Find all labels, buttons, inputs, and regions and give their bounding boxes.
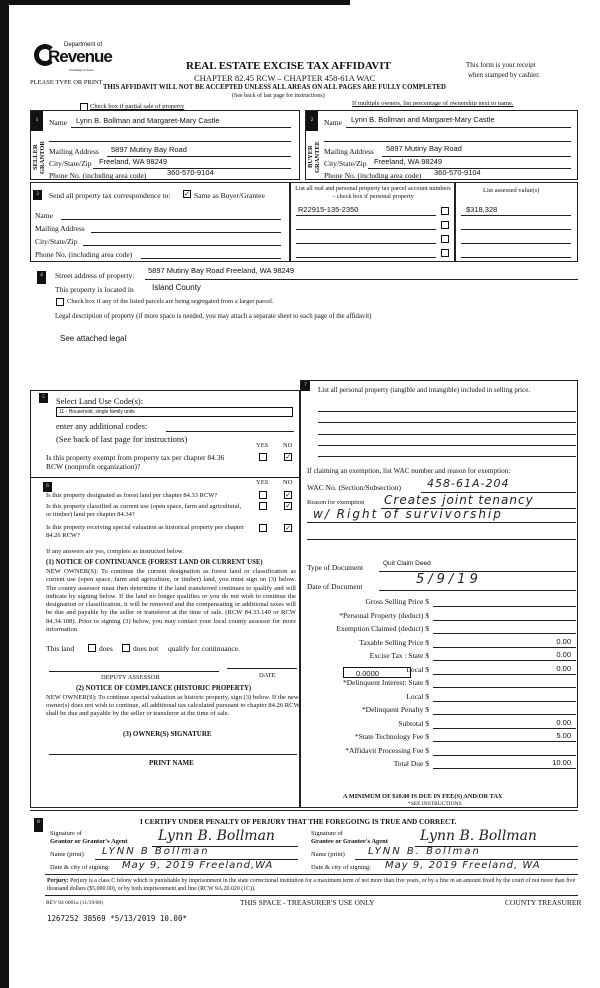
parcel-number-field[interactable]: R22915-135-2350 bbox=[298, 205, 359, 214]
buyer-side-label: BUYER GRANTEE bbox=[307, 140, 321, 174]
doc-date-field[interactable]: 5/9/19 bbox=[416, 572, 482, 587]
grantee-date-label: Date & city of signing: bbox=[311, 864, 371, 871]
segregated-label: Check box if any of the listed parcels are being segregated from a larger parcel. bbox=[67, 298, 274, 305]
parcels-section bbox=[290, 182, 455, 262]
mail-label: Mailing Address bbox=[324, 147, 374, 156]
fee-label: Local $ bbox=[406, 664, 429, 674]
print-name-label: PRINT NAME bbox=[149, 759, 194, 767]
corr-phone-label: Phone No. (including area code) bbox=[35, 250, 133, 259]
assessed-values-section bbox=[455, 182, 578, 262]
reason-field-line2[interactable]: w/ Right of survivorship bbox=[313, 507, 503, 521]
fee-label: Taxable Selling Price $ bbox=[359, 637, 429, 647]
historic-question: Is this property receiving special valuation as historical property per chapter 84.26 RCW? bbox=[46, 524, 244, 539]
notice-continuance-text: NEW OWNER(S): To continue the current designation as forest land or classification as current use (open space, farm and agriculture, or timber) land, you must sign on (3) below. The county assessor must then determine if the land transferred continues to qualify and will indicate by signing below. If the land no longer qualifies or you do not wish to continue the designation or classification, it will be removed and the compensating or additional taxes will be due and payable by the seller or transferor at the time of sale. (RCW 84.33.140 or RCW 84.34.108). Prior to signing (3) below, you may contact your local county assessor for more information. bbox=[46, 568, 296, 634]
buyer-name-field[interactable]: Lynn B. Bollman and Margaret-Mary Castle bbox=[351, 115, 495, 124]
phone-label: Phone No. (including area code) bbox=[324, 171, 422, 180]
doc-date-label: Date of Document bbox=[307, 582, 363, 591]
land-use-label: Select Land Use Code(s): bbox=[56, 396, 144, 406]
county-field[interactable]: Island County bbox=[152, 283, 201, 292]
does-label: does bbox=[99, 644, 113, 653]
phone-label: Phone No. (including area code) bbox=[49, 171, 147, 180]
land-use-code: 11 - Household, single family units bbox=[59, 409, 135, 415]
receipt-note-2: when stamped by cashier. bbox=[468, 71, 540, 79]
grantor-date-field[interactable]: May 9, 2019 Freeland,WA bbox=[122, 860, 274, 871]
form-title: REAL ESTATE EXCISE TAX AFFIDAVIT bbox=[186, 60, 391, 72]
partial-sale-label: Check box if partial sale of property bbox=[90, 103, 185, 110]
land-use-select[interactable] bbox=[56, 407, 293, 417]
grantor-agent-label: Grantor or Grantor's Agent bbox=[50, 838, 128, 845]
chapter-line: CHAPTER 82.45 RCW – CHAPTER 458-61A WAC bbox=[194, 73, 376, 83]
grantor-sig-label: Signature of bbox=[50, 830, 82, 837]
current-use-yes-checkbox[interactable] bbox=[259, 502, 267, 510]
mail-label: Mailing Address bbox=[49, 147, 99, 156]
yes-header: YES bbox=[256, 479, 269, 486]
buyer-phone-field[interactable]: 360-570-9104 bbox=[434, 168, 481, 177]
seller-section bbox=[30, 110, 300, 180]
exempt-question: Is this property exempt from property tax per chapter 84.36 RCW (nonprofit organization)? bbox=[46, 453, 225, 471]
fee-label: Exemption Claimed (deduct) $ bbox=[336, 624, 429, 633]
grantor-name-field[interactable]: LYNN B Bollman bbox=[102, 846, 210, 857]
personal-property-checkbox[interactable] bbox=[441, 249, 449, 257]
fee-label: Total Due $ bbox=[393, 759, 429, 768]
notice-compliance-text: NEW OWNER(S): To continue special valuation as historic property, sign (3) below. If the new owner(s) does not wish to continue, all additional tax calculated pursuant to chapter 84.26 RCW, shall be due and payable by the seller or transferor at the time of sale. bbox=[46, 694, 301, 717]
corr-name-label: Name bbox=[35, 211, 53, 220]
reason-field-line1[interactable]: Creates joint tenancy bbox=[384, 493, 534, 507]
fee-value-field[interactable]: 0.00 bbox=[556, 663, 571, 673]
grantor-name-label: Name (print) bbox=[50, 851, 84, 858]
if-yes-note: If any answers are yes, complete as instructed below. bbox=[46, 548, 184, 555]
current-use-no-checkbox[interactable]: ✓ bbox=[285, 502, 291, 510]
wac-number-field[interactable]: 458-61A-204 bbox=[427, 477, 510, 490]
section-number: 4 bbox=[37, 271, 46, 284]
this-land-label: This land bbox=[46, 644, 75, 653]
fee-label: Excise Tax : State $ bbox=[369, 651, 429, 660]
see-back-note: (See back of last page for instructions) bbox=[56, 434, 188, 444]
parcels-header: List all real and personal property tax parcel account numbers – check box if personal property bbox=[295, 185, 451, 200]
fee-label: *Delinquent Penalty $ bbox=[361, 705, 429, 714]
seller-city-field[interactable]: Freeland, WA 98249 bbox=[99, 157, 168, 166]
buyer-city-field[interactable]: Freeland, WA 98249 bbox=[374, 157, 443, 166]
fee-label: Gross Selling Price $ bbox=[365, 597, 429, 606]
section-number: 6 bbox=[43, 482, 52, 492]
form-revision: REV 84 0001a (11/19/08) bbox=[46, 900, 103, 906]
personal-property-checkbox[interactable] bbox=[441, 221, 449, 229]
see-instructions-note: *SEE INSTRUCTIONS bbox=[408, 801, 462, 807]
fee-value-field[interactable]: 10.00 bbox=[552, 758, 571, 767]
fee-label: *Affidavit Processing Fee $ bbox=[345, 745, 429, 755]
section-number: 2 bbox=[306, 111, 318, 131]
local-rate-box[interactable] bbox=[343, 667, 411, 678]
owner-signature-title: (3) OWNER(S) SIGNATURE bbox=[123, 730, 212, 738]
wac-label: WAC No. (Section/Subsection) bbox=[307, 483, 401, 492]
reason-label: Reason for exemption bbox=[307, 499, 365, 506]
assessed-value-field[interactable]: $318,328 bbox=[466, 205, 498, 214]
section-number: 1 bbox=[31, 111, 43, 131]
same-as-buyer-checkbox[interactable]: ✓ bbox=[184, 190, 190, 198]
warning-line: THIS AFFIDAVIT WILL NOT BE ACCEPTED UNLESS ALL AREAS ON ALL PAGES ARE FULLY COMPLETED bbox=[103, 84, 446, 91]
certify-title: I CERTIFY UNDER PENALTY OF PERJURY THAT THE FOREGOING IS TRUE AND CORRECT. bbox=[140, 818, 457, 826]
treasurer-stamp: 1267252 38569 *5/13/2019 10.00* bbox=[47, 914, 187, 923]
perjury-notice bbox=[47, 877, 577, 893]
qualify-label: qualify for continuance. bbox=[168, 644, 240, 653]
assessed-header: List assessed value(s) bbox=[483, 187, 540, 194]
does-not-label: does not bbox=[133, 644, 159, 653]
historic-no-checkbox[interactable]: ✓ bbox=[285, 524, 291, 532]
buyer-mail-field[interactable]: 5897 Mutiny Bay Road bbox=[386, 144, 462, 153]
exempt-yes-checkbox[interactable] bbox=[259, 453, 267, 461]
grantor-signature[interactable]: Lynn B. Bollman bbox=[158, 828, 275, 844]
forest-yes-checkbox[interactable] bbox=[259, 491, 267, 499]
seller-phone-field[interactable]: 360-570-9104 bbox=[167, 168, 214, 177]
fee-label: *Personal Property (deduct) $ bbox=[339, 610, 429, 620]
personal-property-label: List all personal property (tangible and intangible) included in selling price. bbox=[318, 386, 531, 394]
legal-description-field[interactable]: See attached legal bbox=[60, 334, 127, 343]
located-label: This property is located in bbox=[55, 285, 134, 294]
segregated-checkbox[interactable] bbox=[56, 298, 64, 306]
multiple-owners-note: If multiple owners, list percentage of ownership next to name. bbox=[352, 100, 514, 107]
doc-type-field[interactable]: Quit Claim Deed bbox=[383, 560, 431, 567]
agency-sub: Washington State bbox=[69, 68, 94, 72]
scan-edge-top bbox=[0, 0, 350, 5]
local-rate-value: 0.0000 bbox=[356, 669, 379, 678]
treasurer-use-label: THIS SPACE - TREASURER'S USE ONLY bbox=[240, 898, 375, 907]
corr-city-label: City/State/Zip bbox=[35, 237, 78, 246]
correspondence-label: Send all property tax correspondence to: bbox=[49, 191, 171, 200]
corr-mail-label: Mailing Address bbox=[35, 224, 85, 233]
fee-value-field[interactable]: 0.00 bbox=[556, 650, 571, 659]
grantee-sig-label: Signature of bbox=[311, 830, 343, 837]
fee-label: *State Technology Fee $ bbox=[354, 732, 429, 741]
exemption-label: If claiming an exemption, list WAC number and reason for exemption: bbox=[307, 467, 511, 475]
fee-label: Local $ bbox=[406, 691, 429, 701]
does-checkbox[interactable] bbox=[88, 644, 96, 652]
name-label: Name bbox=[49, 118, 67, 127]
fee-label: Subtotal $ bbox=[398, 718, 429, 728]
agency-line: Department of bbox=[64, 42, 103, 48]
does-not-checkbox[interactable] bbox=[122, 644, 130, 652]
instructions-note: (See back of last page for instructions) bbox=[232, 93, 325, 99]
section-number: 8 bbox=[34, 818, 43, 832]
name-label: Name bbox=[324, 118, 342, 127]
grantee-name-label: Name (print) bbox=[311, 851, 345, 858]
notice-continuance-title: (1) NOTICE OF CONTINUANCE (FOREST LAND OR CURRENT USE) bbox=[46, 559, 263, 566]
seller-mail-field[interactable]: 5897 Mutiny Bay Road bbox=[111, 145, 187, 154]
grantee-signature[interactable]: Lynn B. Bollman bbox=[420, 828, 537, 844]
correspondence-section bbox=[30, 182, 290, 262]
personal-property-checkbox[interactable] bbox=[441, 207, 449, 215]
section-number: 7 bbox=[301, 381, 310, 391]
grantee-name-field[interactable]: LYNN B. Bollman bbox=[368, 846, 481, 857]
legal-description-label: Legal description of property (if more space is needed, you may attach a separate sheet to each page of the affidavit) bbox=[55, 313, 372, 320]
historic-yes-checkbox[interactable] bbox=[259, 524, 267, 532]
street-label: Street address of property: bbox=[55, 271, 135, 280]
fee-value-field[interactable]: 0.00 bbox=[556, 636, 571, 646]
deputy-assessor-label: DEPUTY ASSESSOR bbox=[101, 674, 160, 681]
same-as-buyer-label: Same as Buyer/Grantee bbox=[194, 191, 265, 200]
grantee-agent-label: Grantee or Grantee's Agent bbox=[311, 838, 388, 845]
grantee-date-field[interactable]: May 9, 2019 Freeland, WA bbox=[385, 860, 541, 871]
buyer-section bbox=[305, 110, 578, 180]
perjury-label: Perjury: bbox=[47, 878, 69, 884]
no-header: NO bbox=[283, 479, 293, 486]
section6 bbox=[30, 477, 300, 808]
county-treasurer-label: COUNTY TREASURER bbox=[505, 898, 582, 907]
street-address-field[interactable]: 5897 Mutiny Bay Road Freeland, WA 98249 bbox=[148, 266, 295, 275]
please-type: PLEASE TYPE OR PRINT bbox=[30, 79, 103, 86]
receipt-note-1: This form is your receipt bbox=[466, 61, 536, 69]
section7 bbox=[300, 380, 578, 808]
section-number: 5 bbox=[39, 393, 48, 403]
exempt-no-checkbox[interactable]: ✓ bbox=[285, 453, 291, 461]
personal-property-checkbox[interactable] bbox=[441, 235, 449, 243]
seller-side-label: SELLER GRANTOR bbox=[32, 140, 46, 174]
fee-value-field[interactable]: 0.00 bbox=[556, 717, 571, 727]
fee-label: *Delinquent Interest: State $ bbox=[342, 678, 429, 687]
date-label: DATE bbox=[259, 672, 276, 679]
revenue-logo bbox=[34, 40, 124, 76]
scan-edge-left bbox=[0, 0, 9, 988]
agency-logo-text: Revenue bbox=[48, 47, 112, 66]
city-label: City/State/Zip bbox=[324, 159, 367, 168]
city-label: City/State/Zip bbox=[49, 159, 92, 168]
additional-codes-label: enter any additional codes: bbox=[56, 421, 148, 431]
forest-land-question: Is this property designated as forest land per chapter 84.33 RCW? bbox=[46, 492, 218, 499]
doc-type-label: Type of Document bbox=[307, 563, 364, 572]
seller-name-field[interactable]: Lynn B. Bollman and Margaret-Mary Castle bbox=[76, 116, 220, 125]
notice-compliance-title: (2) NOTICE OF COMPLIANCE (HISTORIC PROPERTY) bbox=[76, 685, 252, 692]
perjury-text: Perjury is a class C felony which is punishable by imprisonment in the state correctional institution for a maximum term of not more than five years, or by a fine in an amount fixed by the court of not more than five thousand dollars ($5,000.00), or by both imprisonment and fine (RCW 9A.20.020 (1C)). bbox=[47, 878, 576, 892]
current-use-question: Is this property classified as current use (open space, farm and agricultural, or timber) land per chapter 84.34? bbox=[46, 503, 242, 518]
forest-no-checkbox[interactable]: ✓ bbox=[285, 491, 291, 499]
fee-value-field[interactable]: 5.00 bbox=[556, 731, 571, 740]
yes-header: YES bbox=[256, 442, 269, 449]
grantor-date-label: Date & city of signing: bbox=[50, 864, 110, 871]
section-number: 3 bbox=[33, 190, 42, 200]
no-header: NO bbox=[283, 442, 293, 449]
minimum-note: A MINIMUM OF $10.00 IS DUE IN FEE(S) AND/OR TAX bbox=[343, 793, 503, 800]
